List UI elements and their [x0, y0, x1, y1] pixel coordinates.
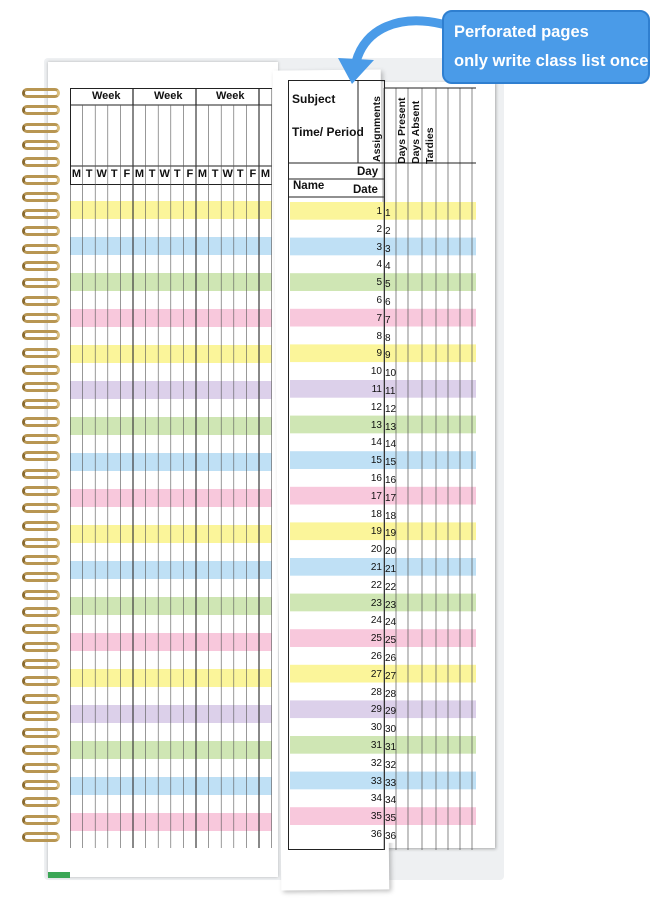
spiral-coil: [22, 694, 60, 704]
row-number: 13: [370, 419, 382, 431]
day-label: Day: [357, 166, 379, 178]
spiral-coil: [22, 140, 60, 150]
spiral-coil: [22, 503, 60, 513]
spiral-coil: [22, 175, 60, 185]
spiral-coil: [22, 538, 60, 548]
row-number-right: 1: [385, 208, 391, 219]
spiral-coil: [22, 469, 60, 479]
row-number: 16: [370, 473, 382, 484]
row-number-right: 26: [385, 653, 397, 664]
row-number-right: 7: [385, 314, 391, 326]
row-number-right: 16: [385, 475, 397, 486]
spiral-coil: [22, 572, 60, 582]
row-number: 3: [376, 241, 382, 253]
day-letter: W: [159, 168, 170, 180]
day-letter: M: [71, 168, 82, 180]
day-letter: T: [236, 168, 244, 180]
row-number-right: 8: [385, 332, 391, 344]
row-number-right: 14: [385, 439, 397, 451]
spiral-coil: [22, 555, 60, 565]
row-number: 32: [370, 757, 382, 769]
spiral-coil: [22, 711, 60, 721]
name-label: Name: [293, 180, 325, 192]
row-number-right: 2: [385, 225, 391, 237]
row-number-right: 27: [385, 670, 397, 682]
row-number: 34: [370, 793, 382, 805]
row-number: 28: [370, 686, 382, 698]
row-number-right: 3: [385, 243, 391, 255]
row-number: 20: [370, 544, 382, 556]
row-number: 27: [370, 668, 382, 680]
row-number-right: 33: [385, 777, 397, 789]
row-number-right: 30: [385, 724, 397, 736]
row-number-right: 18: [385, 510, 397, 522]
day-letter: T: [148, 168, 156, 180]
row-number-right: 5: [385, 279, 391, 291]
spiral-coil: [22, 832, 60, 842]
day-letter: F: [249, 168, 257, 180]
spiral-coil: [22, 244, 60, 254]
row-number: 5: [376, 277, 382, 289]
spiral-coil: [22, 763, 60, 773]
spiral-coil: [22, 797, 60, 807]
week-label: Week: [154, 90, 183, 102]
days-absent-label: Days Absent: [410, 100, 422, 164]
row-number: 30: [370, 722, 382, 734]
row-number-right: 23: [385, 599, 397, 611]
day-letter: T: [173, 168, 181, 180]
row-number-right: 13: [385, 421, 397, 433]
row-number-right: 12: [385, 403, 397, 415]
spiral-coil: [22, 590, 60, 600]
subject-label: Subject: [292, 92, 336, 106]
spiral-coil: [22, 209, 60, 219]
row-number-right: 32: [385, 759, 397, 771]
spiral-coil: [22, 728, 60, 738]
row-number-right: 20: [385, 546, 397, 558]
spiral-coil: [22, 417, 60, 427]
row-number: 6: [376, 295, 382, 306]
day-letter: M: [134, 168, 145, 180]
day-letter: F: [186, 168, 194, 180]
spiral-coil: [22, 745, 60, 755]
spiral-coil: [22, 123, 60, 133]
row-number: 35: [370, 811, 382, 823]
row-number: 10: [370, 366, 382, 378]
row-number: 8: [376, 330, 382, 342]
row-number: 21: [370, 562, 382, 573]
spiral-coil: [22, 296, 60, 306]
spiral-coil: [22, 192, 60, 202]
row-number-right: 19: [385, 528, 397, 540]
spiral-coil: [22, 365, 60, 375]
spiral-coil: [22, 676, 60, 686]
day-letter: W: [96, 168, 107, 180]
callout-line-1: Perforated pages: [454, 23, 589, 41]
spiral-coil: [22, 261, 60, 271]
row-number: 25: [370, 633, 382, 645]
row-number: 17: [370, 490, 382, 502]
spiral-coil: [22, 88, 60, 98]
row-number: 1: [376, 206, 382, 217]
row-number-right: 11: [385, 386, 396, 397]
spiral-coil: [22, 313, 60, 323]
spiral-coil: [22, 607, 60, 617]
row-number-right: 29: [385, 706, 397, 718]
row-number: 29: [370, 704, 382, 716]
spiral-coil: [22, 434, 60, 444]
row-number-right: 15: [385, 457, 397, 469]
class-roster: [288, 80, 478, 850]
day-letter: M: [260, 168, 271, 180]
spiral-coil: [22, 348, 60, 358]
day-letter: T: [110, 168, 118, 180]
row-number-right: 25: [385, 635, 397, 647]
callout-box: [442, 10, 650, 84]
row-number-right: 24: [385, 617, 397, 629]
row-number-right: 17: [385, 492, 397, 504]
row-number-right: 22: [385, 581, 397, 593]
row-number: 36: [370, 829, 382, 840]
spiral-coil: [22, 451, 60, 461]
week-label: Week: [92, 90, 121, 102]
row-number: 18: [370, 508, 382, 520]
spiral-coil: [22, 226, 60, 236]
days-present-label: Days Present: [396, 97, 408, 164]
row-number-right: 4: [385, 261, 391, 273]
day-letter: T: [85, 168, 93, 180]
time-period-label: Time/ Period: [292, 125, 364, 139]
spiral-coil: [22, 382, 60, 392]
curved-arrow-icon: [330, 10, 460, 85]
day-letter: F: [123, 168, 131, 180]
row-number-right: 31: [385, 742, 397, 753]
assignments-label: Assignments: [371, 96, 383, 162]
row-number: 31: [370, 740, 382, 751]
row-number-right: 9: [385, 350, 391, 362]
spiral-coil: [22, 105, 60, 115]
spiral-coil: [22, 278, 60, 288]
spiral-coil: [22, 330, 60, 340]
row-number-right: 35: [385, 813, 397, 825]
day-letter: W: [222, 168, 233, 180]
day-letter: T: [211, 168, 219, 180]
row-number: 2: [376, 223, 382, 235]
callout-line-2: only write class list once: [454, 52, 649, 70]
spiral-binding: [22, 88, 66, 848]
row-number-right: 10: [385, 368, 397, 380]
row-number-right: 34: [385, 795, 397, 807]
row-number: 9: [376, 348, 382, 360]
row-number-right: 6: [385, 297, 391, 308]
row-number: 11: [371, 384, 382, 395]
date-label: Date: [353, 184, 378, 196]
spiral-coil: [22, 659, 60, 669]
spiral-coil: [22, 780, 60, 790]
cover-tab: [48, 872, 70, 878]
tardies-label: Tardies: [424, 127, 436, 164]
attendance-grid: [70, 88, 272, 848]
row-number: 22: [370, 579, 382, 591]
day-letter: M: [197, 168, 208, 180]
spiral-coil: [22, 399, 60, 409]
row-number: 19: [370, 526, 382, 538]
row-number: 33: [370, 775, 382, 787]
spiral-coil: [22, 157, 60, 167]
spiral-coil: [22, 815, 60, 825]
row-number: 12: [370, 401, 382, 413]
row-number: 4: [376, 259, 382, 271]
row-number: 26: [370, 651, 382, 662]
row-number: 14: [370, 437, 382, 449]
row-number-right: 36: [385, 831, 397, 842]
row-number: 23: [370, 597, 382, 609]
row-number: 24: [370, 615, 382, 627]
spiral-coil: [22, 642, 60, 652]
spiral-coil: [22, 486, 60, 496]
row-number-right: 28: [385, 688, 397, 700]
week-label: Week: [216, 90, 245, 102]
row-number-right: 21: [385, 564, 397, 575]
row-number: 7: [376, 312, 382, 324]
spiral-coil: [22, 624, 60, 634]
row-number: 15: [370, 455, 382, 467]
spiral-coil: [22, 521, 60, 531]
